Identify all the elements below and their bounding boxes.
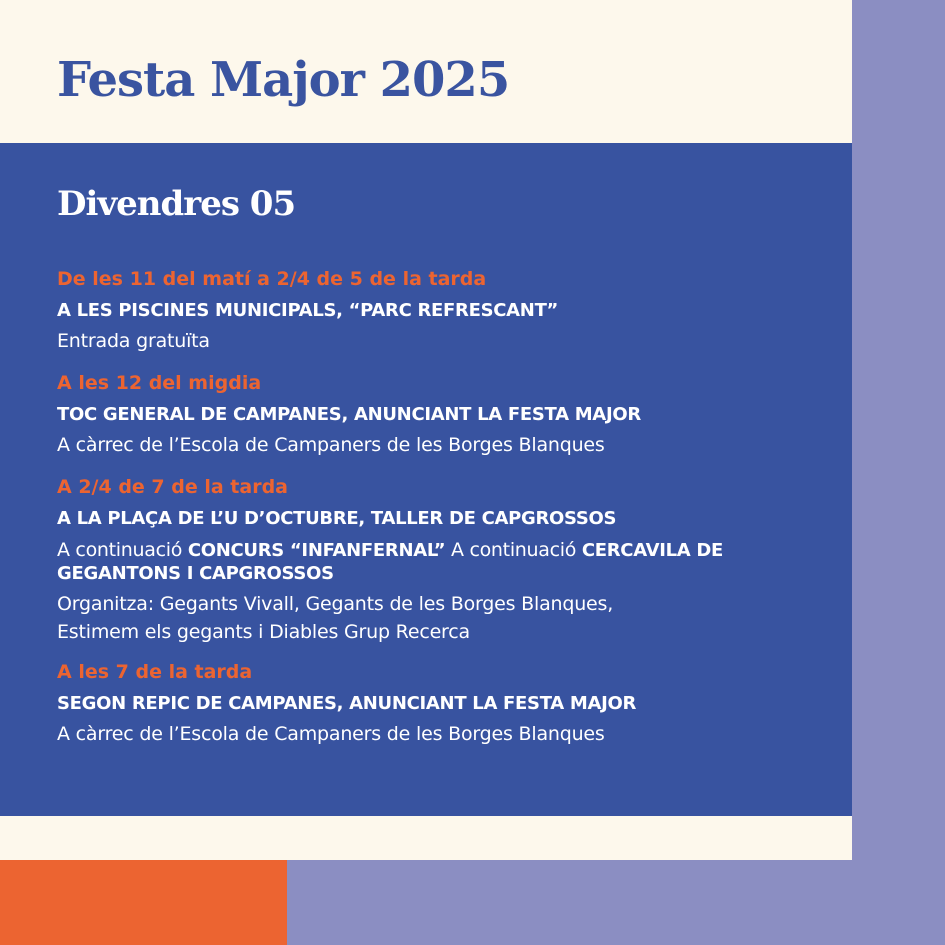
event-item	[57, 472, 837, 646]
organizer-line: Estimem els gegants i Diables Grup Recerca	[57, 621, 470, 643]
organizer-line: Organitza: Gegants Vivall, Gegants de les Borges Blanques,	[57, 593, 614, 615]
event-time: A les 7 de la tarda	[57, 661, 253, 683]
day-title: Divendres 05	[57, 184, 296, 224]
page-title: Festa Major 2025	[57, 52, 510, 108]
event-list	[57, 264, 837, 761]
event-item	[57, 657, 837, 750]
event-headline: TOC GENERAL DE CAMPANES, ANUNCIANT LA FESTA MAJOR	[57, 404, 641, 425]
decorative-bottom-strip	[287, 860, 945, 945]
event-headline: A LES PISCINES MUNICIPALS, “PARC REFRESCANT”	[57, 300, 559, 321]
event-headline: A LA PLAÇA DE L’U D’OCTUBRE, TALLER DE CAPGROSSOS	[57, 508, 617, 529]
program-panel	[0, 143, 852, 816]
event-description: A càrrec de l’Escola de Campaners de les Borges Blanques	[57, 434, 605, 456]
decorative-orange-block	[0, 860, 287, 945]
concurs-title: CONCURS “INFANFERNAL”	[187, 540, 446, 561]
event-time: A les 12 del migdia	[57, 372, 262, 394]
decorative-right-strip	[852, 0, 945, 945]
event-description: Entrada gratuïta	[57, 330, 210, 352]
event-organizer	[57, 590, 837, 646]
event-continuation	[57, 539, 837, 585]
cercavila-title: CERCAVILA DE GEGANTONS I CAPGROSSOS	[57, 540, 724, 584]
event-item	[57, 368, 837, 461]
event-headline: SEGON REPIC DE CAMPANES, ANUNCIANT LA FESTA MAJOR	[57, 693, 637, 714]
event-item	[57, 264, 837, 357]
event-time: A 2/4 de 7 de la tarda	[57, 476, 288, 498]
continuation-text: A continuació	[57, 539, 183, 561]
event-description: A càrrec de l’Escola de Campaners de les Borges Blanques	[57, 723, 605, 745]
event-time: De les 11 del matí a 2/4 de 5 de la tarda	[57, 268, 487, 290]
continuation-text: A continuació	[451, 539, 577, 561]
